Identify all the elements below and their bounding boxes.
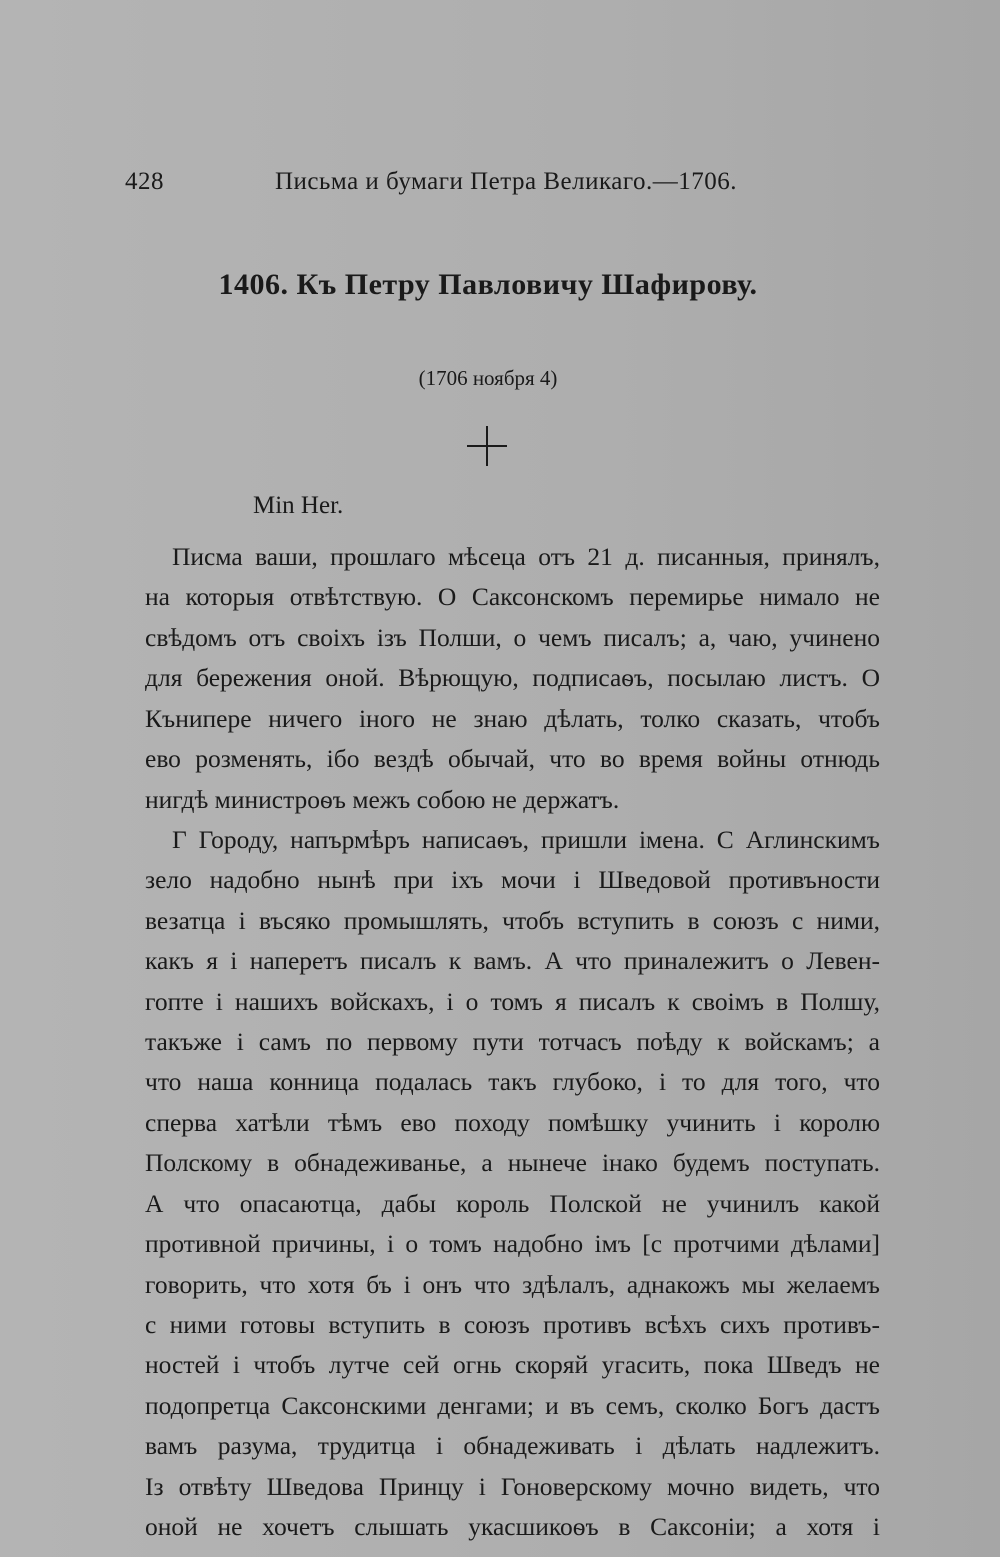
body-line: зело надобно нынѣ при іхъ мочи і Шведовой противъности xyxy=(145,865,880,894)
body-line: сперва хатѣли тѣмъ ево походу помѣшку учинить і королю xyxy=(145,1108,880,1137)
body-line: подопретца Саксонскими денгами; и въ семъ, сколко Богъ дастъ xyxy=(145,1391,880,1420)
running-title: Письма и бумаги Петра Великаго.—1706. xyxy=(275,168,737,195)
body-line: говорить, что хотя бъ і онъ что здѣлалъ, аднакожъ мы желаемъ xyxy=(145,1270,880,1299)
page-number: 428 xyxy=(125,168,164,195)
letter-date: (1706 ноября 4) xyxy=(418,366,558,390)
running-head xyxy=(125,168,737,208)
salutation: Min Her. xyxy=(253,492,344,519)
body-line: Із отвѣту Шведова Принцу і Гоноверскому мочно видеть, что xyxy=(145,1472,880,1501)
body-line: везатца і въсяко промышлять, чтобъ вступить в союзъ с ними, xyxy=(145,906,880,935)
body-line: нигдѣ министроѳъ межъ собою не держатъ. xyxy=(145,785,620,814)
cross-icon xyxy=(467,426,507,466)
body-line: гопте і нашихъ войскахъ, і о томъ я писалъ к своімъ в Полшу, xyxy=(145,987,880,1016)
body-line: ево розменять, ібо вездѣ обычай, что во время войны отнюдь xyxy=(145,744,880,773)
body-line: Кънипере ничего іного не знаю дѣлать, толко сказать, чтобъ xyxy=(145,704,880,733)
body-line: вамъ разума, трудитца і обнадеживать і дѣлать надлежитъ. xyxy=(145,1431,880,1460)
body-line: какъ я і наперетъ писалъ к вамъ. А что приналежитъ о Левен- xyxy=(145,946,880,975)
body-line: для бережения оной. Вѣрющую, подписаѳъ, посылаю листъ. О xyxy=(145,663,880,692)
body-line: Писма ваши, прошлаго мѣсеца отъ 21 д. писанныя, принялъ, xyxy=(172,542,880,571)
body-line: свѣдомъ отъ своіхъ ізъ Полши, о чемъ писалъ; а, чаю, учинено xyxy=(145,623,880,652)
body-line: Полскому в обнадеживанье, а нынече інако будемъ поступать. xyxy=(145,1148,880,1177)
body-line: Г Городу, напърмѣръ написаѳъ, пришли імена. С Аглинскимъ xyxy=(172,825,880,854)
body-line: А что опасаютца, дабы король Полской не учинилъ какой xyxy=(145,1189,880,1218)
body-line: оной не хочетъ слышать укасшикоѳъ в Саксоніи; а хотя і xyxy=(145,1512,880,1541)
body-line: такъже і самъ по первому пути тотчасъ поѣду к войскамъ; а xyxy=(145,1027,880,1056)
body-line: ностей і чтобъ лутче сей огнь скоряй угасить, пока Шведъ не xyxy=(145,1350,880,1379)
letter-title: 1406. Къ Петру Павловичу Шафирову. xyxy=(218,268,758,301)
body-line: что наша конница подалась такъ глубоко, і то для того, что xyxy=(145,1067,880,1096)
body-line: с ними готовы вступить в союзъ противъ всѣхъ сихъ противъ- xyxy=(145,1310,880,1339)
body-line: противной причины, і о томъ надобно імъ [с протчими дѣлами] xyxy=(145,1229,880,1258)
body-line: на которыя отвѣтствую. О Саксонскомъ перемирье нимало не xyxy=(145,582,880,611)
